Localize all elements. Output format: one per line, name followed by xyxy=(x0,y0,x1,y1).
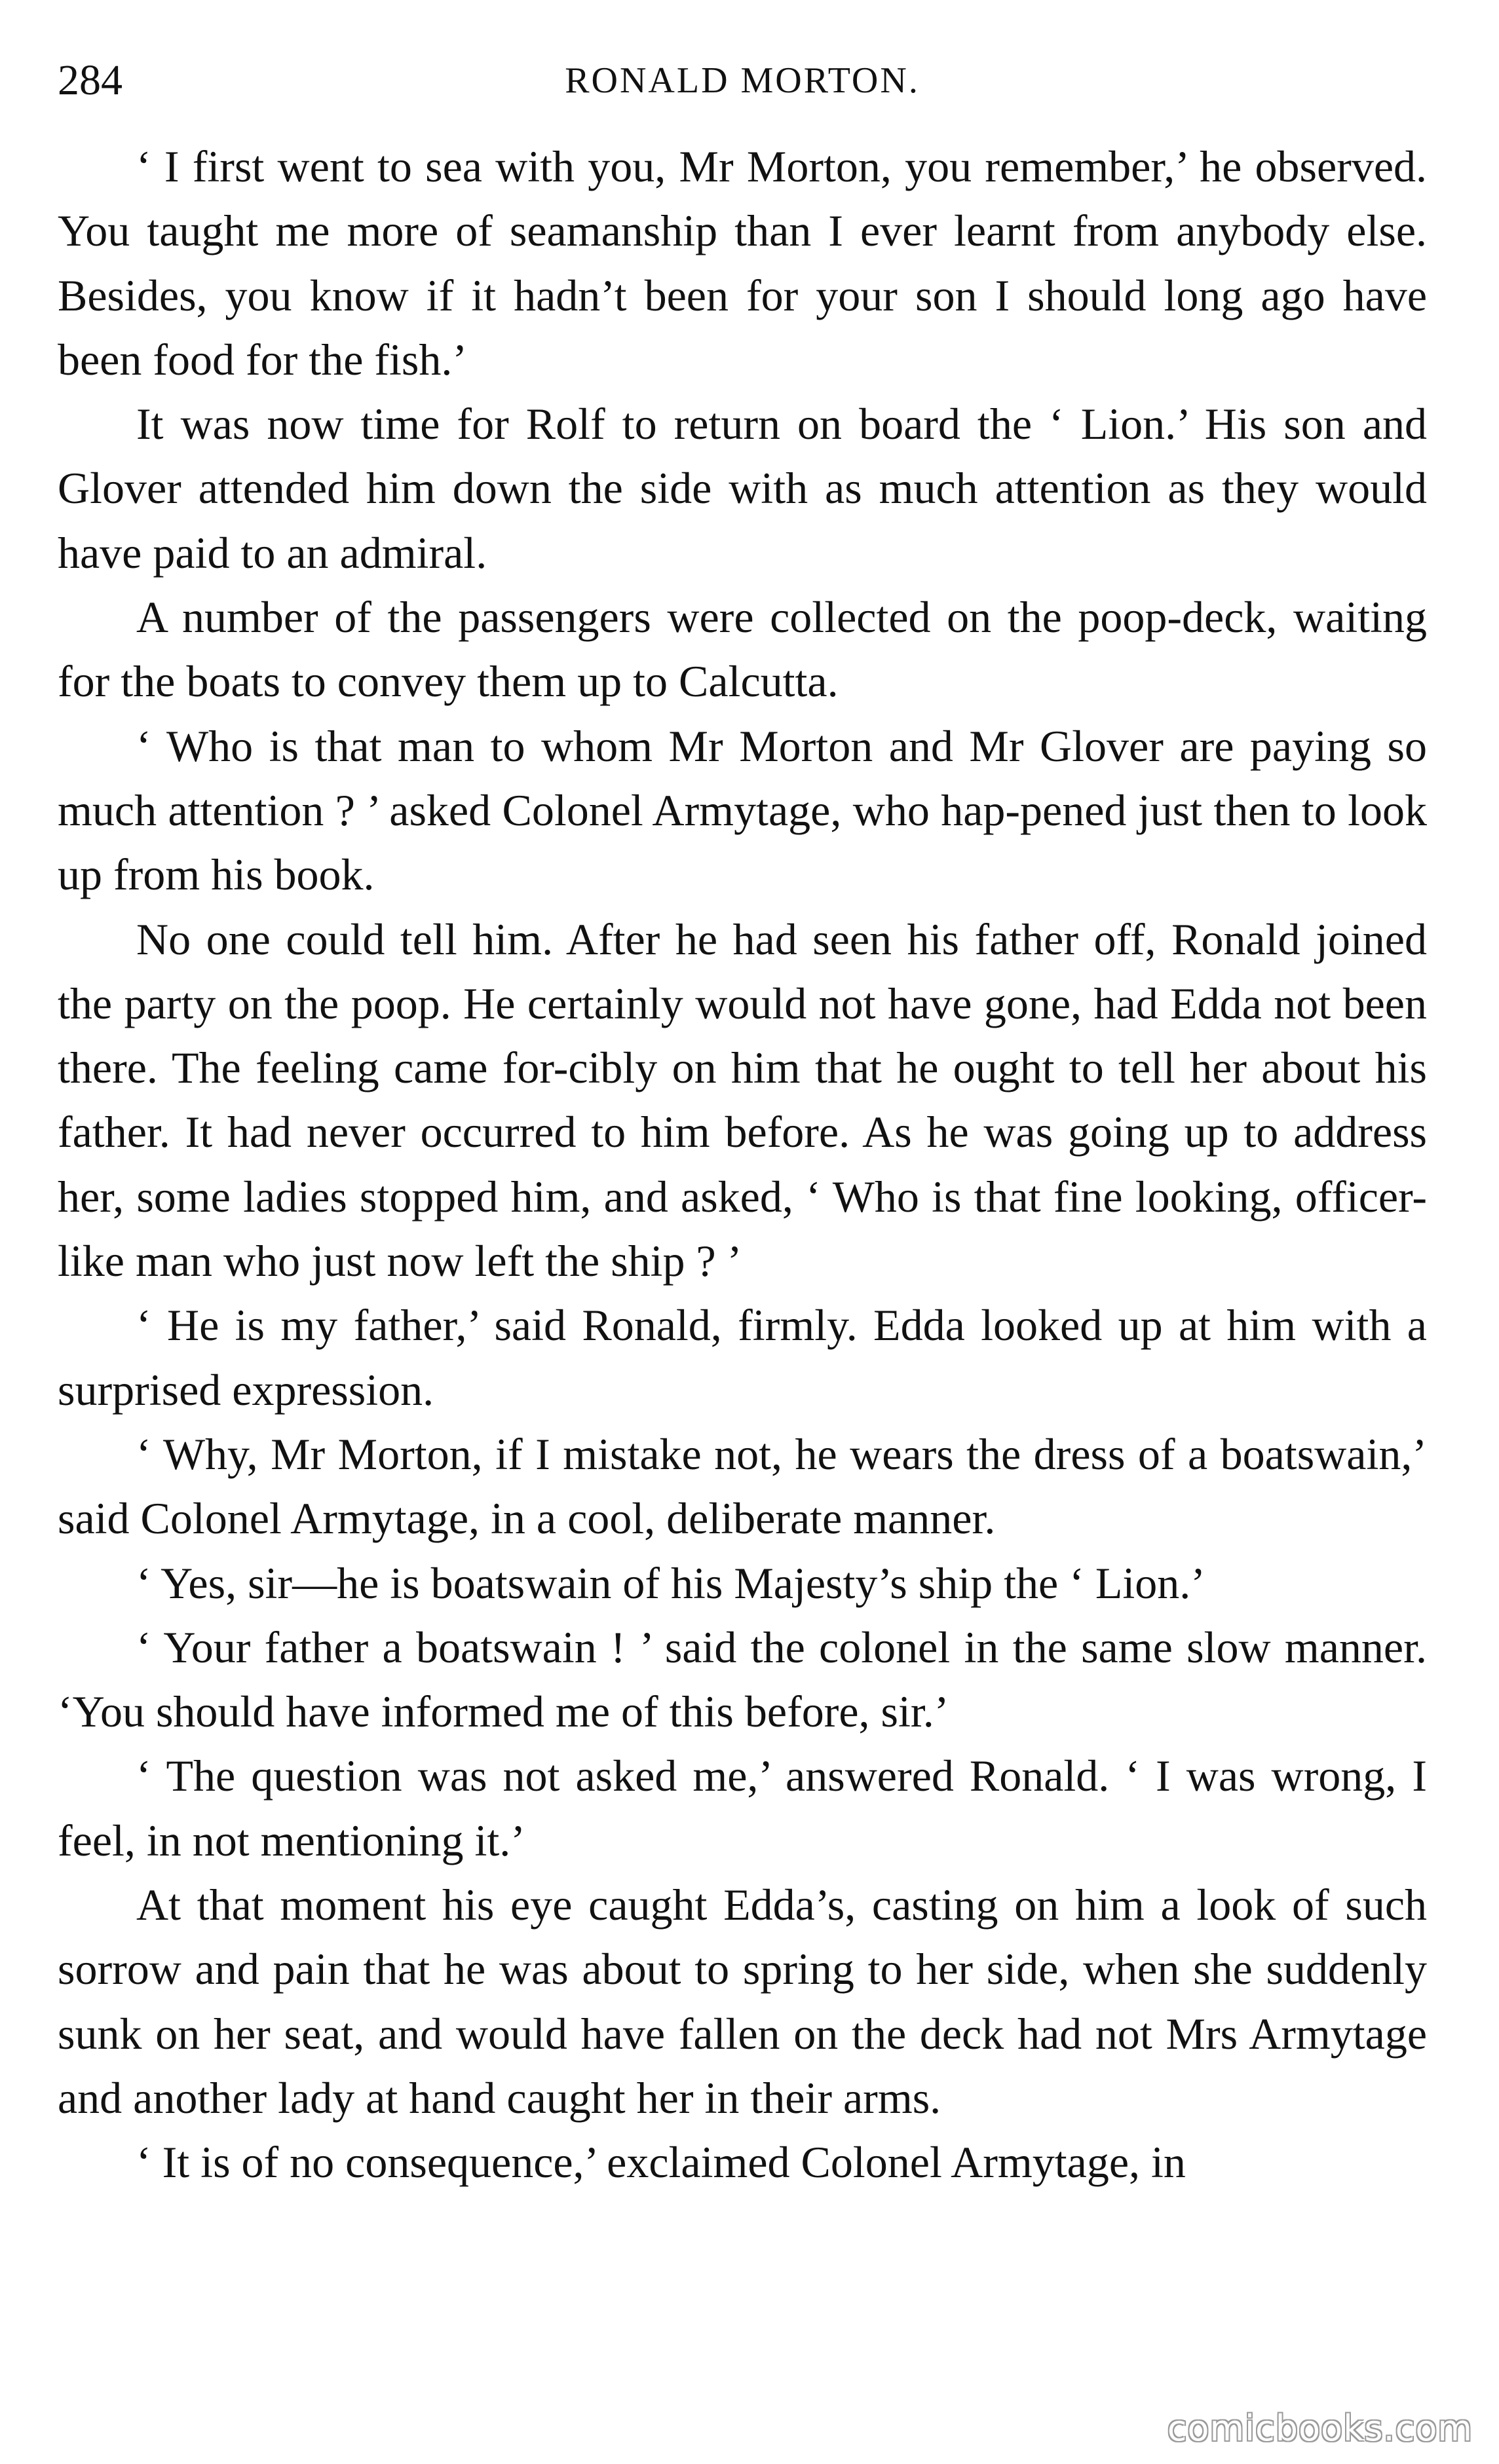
paragraph: ‘ I first went to sea with you, Mr Morton, you remember,’ he observed. You taught me more of seamanship than I ever learnt from anybody else. Besides, you know if it hadn’t been for your son I should long ago have been food for the fish.’ xyxy=(58,141,1427,384)
paragraph: ‘ Your father a boatswain ! ’ said the colonel in the same slow manner. ‘You should have informed me of this before, sir.’ xyxy=(58,1622,1427,1737)
watermark: comicbooks.com xyxy=(1167,2408,1473,2449)
paragraph: ‘ It is of no consequence,’ exclaimed Colonel Armytage, in xyxy=(136,2137,1186,2188)
page-number: 284 xyxy=(58,56,123,104)
paragraph: At that moment his eye caught Edda’s, casting on him a look of such sorrow and pain that he was about to spring to her side, when she suddenly sunk on her seat, and would have fallen on the deck had not Mrs Armytage and another lady at hand caught her in their arms. xyxy=(58,1880,1427,2123)
paragraph: ‘ Yes, sir—he is boatswain of his Majesty’s ship the ‘ Lion.’ xyxy=(136,1558,1205,1608)
paragraph: A number of the passengers were collected on the poop-deck, waiting for the boats to convey them up to Calcutta. xyxy=(58,592,1427,707)
paragraph: It was now time for Rolf to return on board the ‘ Lion.’ His son and Glover attended him down the side with as much attention as they would have paid to an admiral. xyxy=(58,399,1427,578)
paragraph: ‘ He is my father,’ said Ronald, firmly. Edda looked up at him with a surprised expression. xyxy=(58,1300,1427,1415)
paragraph: No one could tell him. After he had seen his father off, Ronald joined the party on the poop. He certainly would not have gone, had Edda not been there. The feeling came for-cibly on him that he ought to tell her about his father. It had never occurred to him before. As he was going up to address her, some ladies stopped him, and asked, ‘ Who is that fine looking, officer-like man who just now left the ship ? ’ xyxy=(58,914,1427,1286)
paragraph: ‘ Who is that man to whom Mr Morton and Mr Glover are paying so much attention ? ’ asked Colonel Armytage, who hap-pened just then to look up from his book. xyxy=(58,720,1427,900)
running-title: RONALD MORTON. xyxy=(565,60,920,101)
paragraph: ‘ Why, Mr Morton, if I mistake not, he wears the dress of a boatswain,’ said Colonel Armytage, in a cool, deliberate manner. xyxy=(58,1428,1427,1544)
paragraph: ‘ The question was not asked me,’ answered Ronald. ‘ I was wrong, I feel, in not mentioning it.’ xyxy=(58,1751,1427,1865)
body-text xyxy=(58,134,1427,2195)
page-header xyxy=(58,51,1427,110)
